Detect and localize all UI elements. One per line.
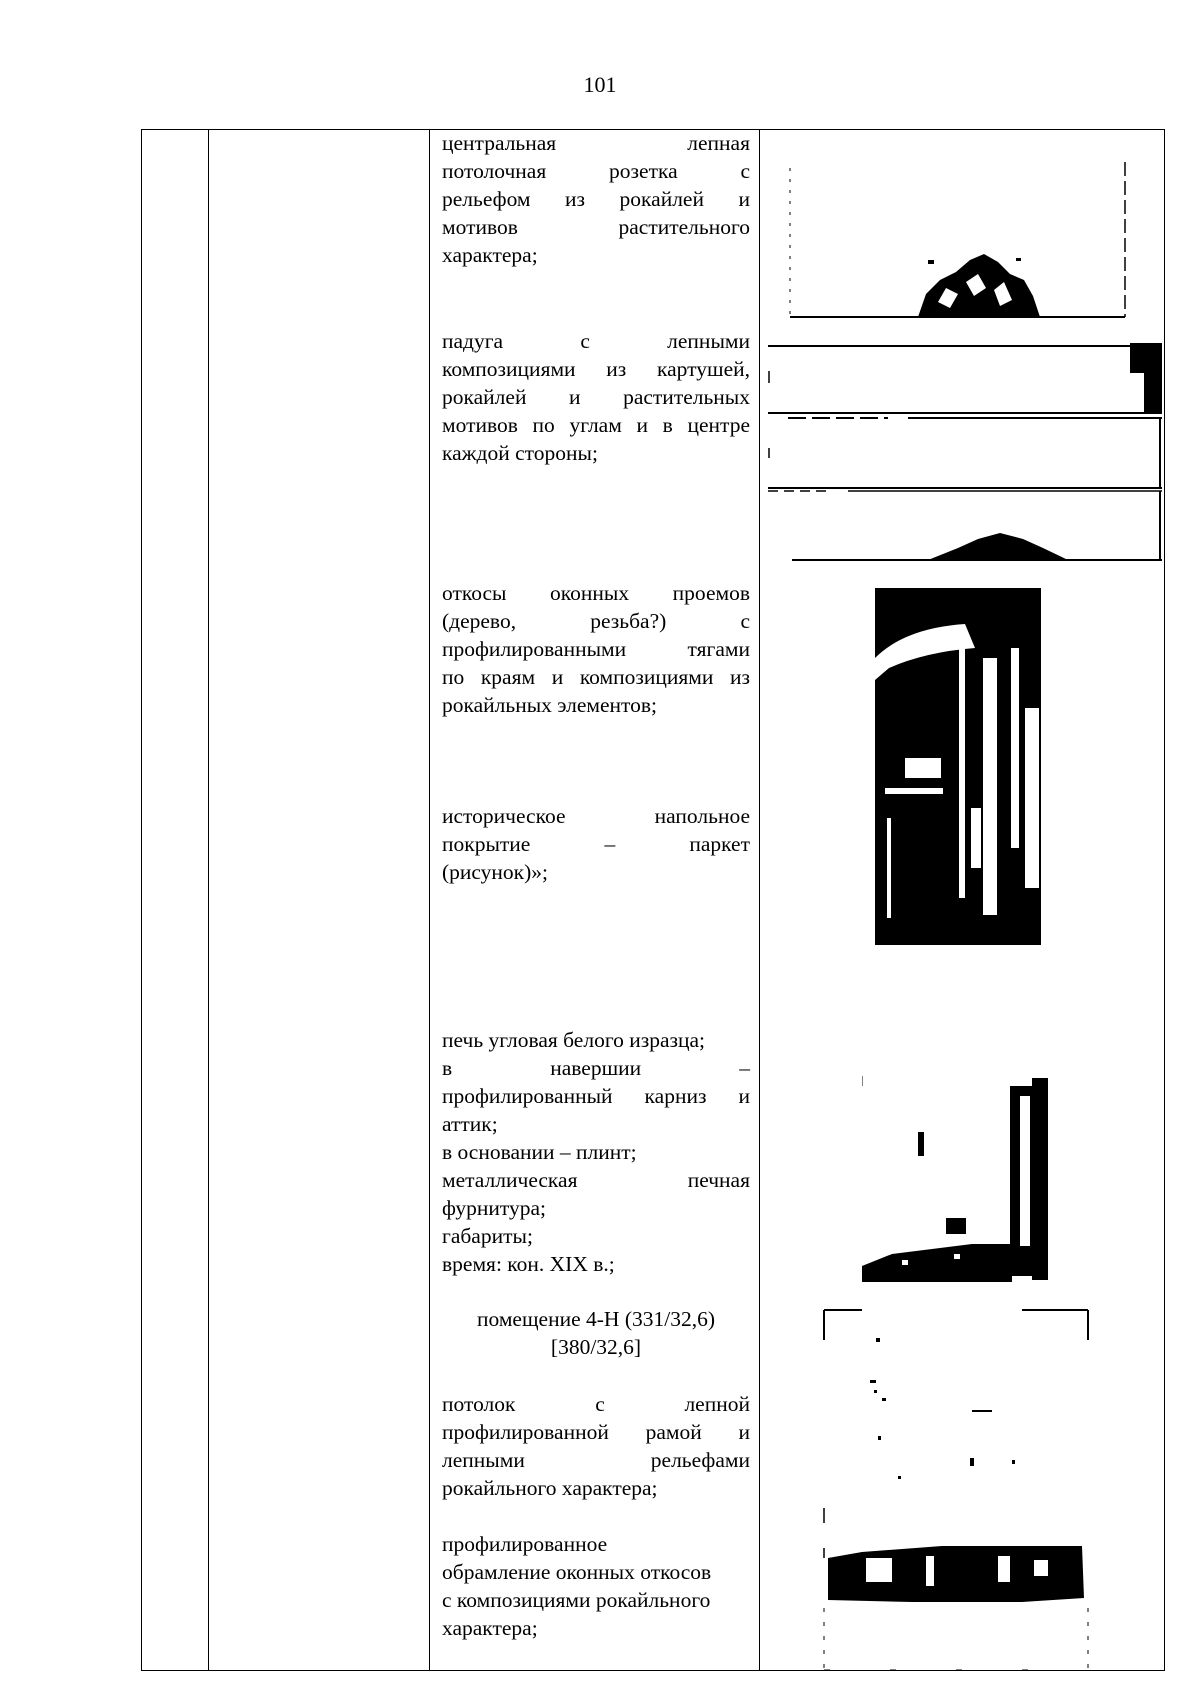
paragraph-rosette: центральная лепная потолочная розетка с рельефом из рокайлей и мотивов растительного характера; — [442, 131, 750, 267]
photo-corner-stove — [862, 1076, 1052, 1282]
paragraph-floor: историческое напольное покрытие – паркет (рисунок)»; — [442, 804, 750, 884]
room-heading: помещение 4-Н (331/32,6) [380/32,6] — [476, 1307, 715, 1359]
page-number: 101 — [583, 72, 617, 97]
column-divider-3 — [759, 129, 760, 1671]
paragraph-stove: печь угловая белого изразца; в навершии – профилированный карниз и аттик; в основании – плинт; металлическая печная фурнитура; габариты; время: кон. XIX в.; — [442, 1028, 750, 1276]
paragraph-window-frame: профилированное обрамление оконных откосов с композициями рокайльного характера; — [442, 1532, 712, 1640]
column-divider-1 — [208, 129, 209, 1671]
photo-window-reveal — [875, 588, 1041, 945]
paragraph-ceiling: потолок с лепной профилированной рамой и лепными рельефами рокайльного характера; — [442, 1392, 750, 1500]
paragraph-paduga: падуга с лепными композициями из картушей, рокайлей и растительных мотивов по углам и в центре каждой стороны; — [442, 329, 750, 465]
photo-ceiling-rosette — [788, 162, 1128, 320]
column-divider-2 — [429, 129, 430, 1671]
photo-paduga — [768, 343, 1164, 563]
paragraph-otkosy: откосы оконных проемов (дерево, резьба?) с профилированными тягами по краям и композициями из рокайльных элементов; — [442, 581, 750, 717]
photo-ceiling-window — [822, 1308, 1092, 1672]
